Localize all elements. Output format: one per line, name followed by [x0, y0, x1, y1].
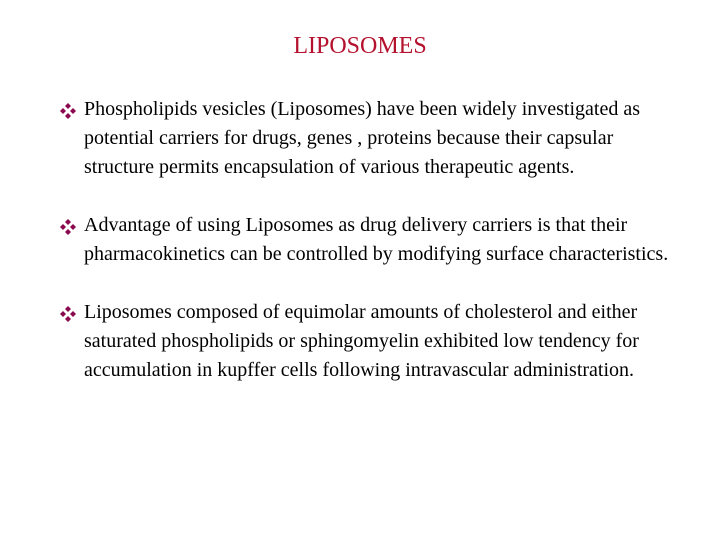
bullet-item: [60, 211, 680, 269]
four-diamond-bullet-icon: [60, 306, 76, 322]
slide-title: LIPOSOMES: [293, 33, 427, 59]
bullet-list: [60, 95, 680, 385]
bullet-text: Advantage of using Liposomes as drug delivery carriers is that their pharmacokinetics can be controlled by modifying surface characteristics.: [84, 214, 669, 265]
four-diamond-bullet-icon: [60, 219, 76, 235]
four-diamond-bullet-icon: [60, 103, 76, 119]
bullet-item: [60, 95, 680, 182]
bullet-text: Phospholipids vesicles (Liposomes) have been widely investigated as potential carriers for drugs, genes , proteins because their capsular structure permits encapsulation of various therapeutic agents.: [84, 98, 641, 178]
bullet-text: Liposomes composed of equimolar amounts of cholesterol and either saturated phospholipids or sphingomyelin exhibited low tendency for accumulation in kupffer cells following intravascular administration.: [84, 301, 639, 381]
bullet-item: [60, 298, 680, 385]
